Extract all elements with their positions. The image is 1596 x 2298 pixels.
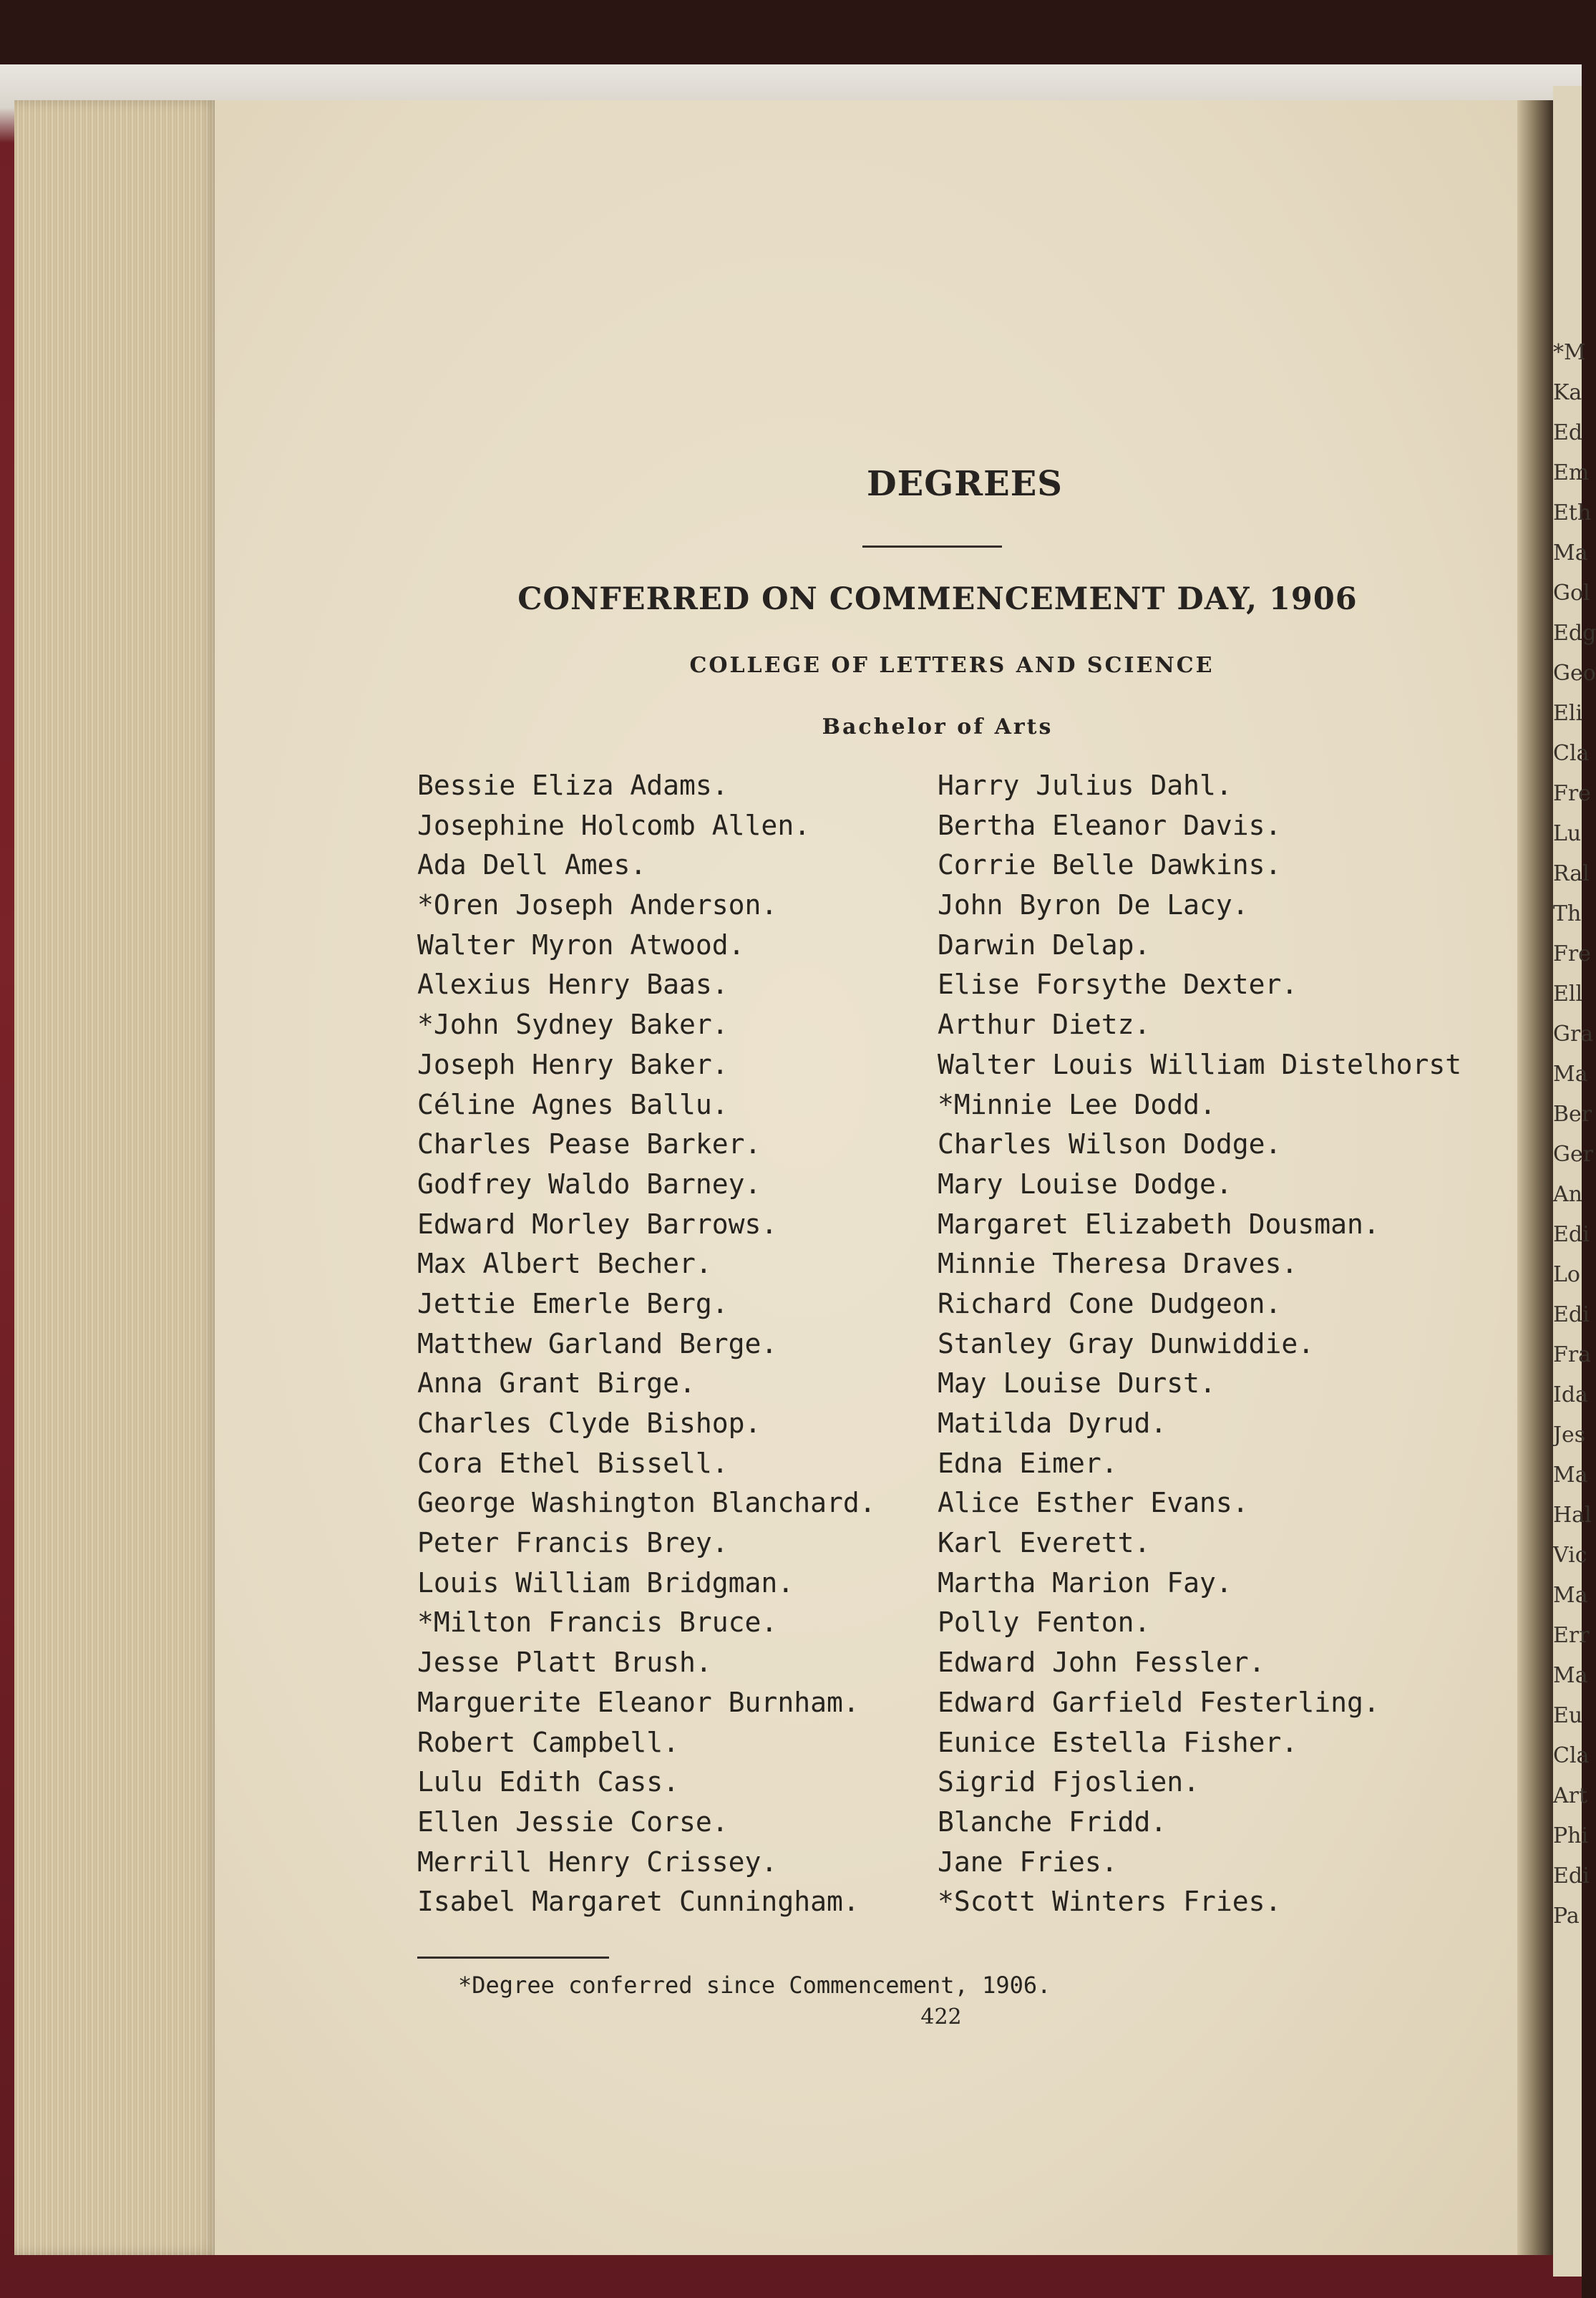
next-page-fragment: Lu	[1553, 821, 1582, 846]
graduate-name: Edward Morley Barrows.	[417, 1208, 778, 1240]
graduate-name: Ada Dell Ames.	[417, 849, 647, 881]
next-page-fragment: An	[1553, 1182, 1582, 1207]
next-page-fragment: Fre	[1553, 941, 1591, 966]
next-page-fragment: Ell	[1553, 981, 1583, 1007]
next-page-fragment: Cla	[1553, 1743, 1590, 1768]
graduate-name: *Scott Winters Fries.	[938, 1886, 1282, 1918]
graduate-name: Jane Fries.	[938, 1846, 1118, 1878]
names-column-right	[938, 766, 1461, 1922]
next-page-fragment: Vic	[1553, 1543, 1587, 1568]
graduate-name: Walter Myron Atwood.	[417, 929, 745, 961]
graduate-name: Darwin Delap.	[938, 929, 1151, 961]
next-page-fragment: Ral	[1553, 861, 1590, 886]
graduate-name: Merrill Henry Crissey.	[417, 1846, 778, 1878]
graduate-name: Matilda Dyrud.	[938, 1407, 1167, 1439]
next-page-fragment: Ber	[1553, 1102, 1592, 1127]
graduate-name: Lulu Edith Cass.	[417, 1766, 680, 1798]
graduate-name: Anna Grant Birge.	[417, 1367, 696, 1400]
graduate-name: *Oren Joseph Anderson.	[417, 889, 778, 921]
names-column-left	[417, 766, 876, 1922]
graduate-name: Karl Everett.	[938, 1527, 1151, 1559]
graduate-name: Céline Agnes Ballu.	[417, 1088, 729, 1120]
graduate-name: Richard Cone Dudgeon.	[938, 1287, 1282, 1319]
graduate-name: Jettie Emerle Berg.	[417, 1287, 729, 1319]
next-page-fragment: Ka	[1553, 380, 1582, 405]
footnote: *Degree conferred since Commencement, 1906.	[458, 1972, 1051, 1999]
next-page-fragment: Art	[1553, 1783, 1588, 1808]
next-page-fragment: Pa	[1553, 1904, 1580, 1929]
graduate-name: Joseph Henry Baker.	[417, 1048, 729, 1080]
graduate-name: Bertha Eleanor Davis.	[938, 809, 1282, 841]
next-page-fragment: Ma	[1553, 1463, 1588, 1488]
graduate-name: Jesse Platt Brush.	[417, 1647, 712, 1679]
graduate-name: Stanley Gray Dunwiddie.	[938, 1327, 1315, 1359]
next-page-fragment: Eu	[1553, 1703, 1583, 1728]
graduate-name: Mary Louise Dodge.	[938, 1168, 1232, 1200]
graduate-name: Elise Forsythe Dexter.	[938, 969, 1298, 1001]
graduate-name: Eunice Estella Fisher.	[938, 1726, 1298, 1758]
graduate-name: Edward Garfield Festerling.	[938, 1686, 1380, 1718]
next-page-fragment: Cla	[1553, 741, 1590, 766]
graduate-name: Louis William Bridgman.	[417, 1566, 794, 1599]
graduate-name: May Louise Durst.	[938, 1367, 1216, 1400]
page-gutter	[1517, 100, 1553, 2255]
next-page-fragment: Edi	[1553, 1222, 1590, 1247]
graduate-name: Peter Francis Brey.	[417, 1527, 729, 1559]
next-page-fragment: Ed	[1553, 420, 1583, 445]
graduate-name: Charles Wilson Dodge.	[938, 1128, 1282, 1160]
graduate-name: Blanche Fridd.	[938, 1805, 1167, 1838]
graduate-name: Isabel Margaret Cunningham.	[417, 1886, 860, 1918]
page-number: 422	[920, 2004, 962, 2030]
next-page-fragment: Eth	[1553, 500, 1592, 525]
next-page-fragment: Err	[1553, 1623, 1590, 1648]
page-edges	[14, 100, 218, 2255]
page-title: DEGREES	[867, 464, 1063, 504]
next-page-fragment: Gra	[1553, 1022, 1594, 1047]
next-page-fragment: Edi	[1553, 1302, 1590, 1327]
graduate-name: Edward John Fessler.	[938, 1647, 1265, 1679]
next-page-fragment: Ida	[1553, 1382, 1588, 1407]
graduate-name: Robert Campbell.	[417, 1726, 680, 1758]
graduate-name: Marguerite Eleanor Burnham.	[417, 1686, 860, 1718]
graduate-name: Godfrey Waldo Barney.	[417, 1168, 761, 1200]
graduate-name: Alexius Henry Baas.	[417, 969, 729, 1001]
graduate-name: Bessie Eliza Adams.	[417, 770, 729, 801]
graduate-name: Minnie Theresa Draves.	[938, 1248, 1298, 1280]
graduate-name: Polly Fenton.	[938, 1606, 1151, 1639]
graduate-name: Josephine Holcomb Allen.	[417, 809, 811, 841]
graduate-name: Martha Marion Fay.	[938, 1566, 1232, 1599]
graduate-name: *Minnie Lee Dodd.	[938, 1088, 1216, 1120]
graduate-name: Max Albert Becher.	[417, 1248, 712, 1280]
graduate-name: Charles Pease Barker.	[417, 1128, 761, 1160]
graduate-name: Margaret Elizabeth Dousman.	[938, 1208, 1380, 1240]
graduate-name: Harry Julius Dahl.	[938, 770, 1232, 801]
next-page-fragment: Edi	[1553, 1863, 1590, 1889]
next-page-fragment: Fre	[1553, 781, 1591, 806]
next-page-fragment: Hal	[1553, 1503, 1592, 1528]
next-page-fragment: Ma	[1553, 1663, 1588, 1688]
next-page-fragment: Edg	[1553, 621, 1596, 646]
graduate-name: *John Sydney Baker.	[417, 1009, 729, 1041]
next-page-fragment: Fra	[1553, 1342, 1592, 1367]
title-divider	[862, 546, 1002, 548]
college-heading: COLLEGE OF LETTERS AND SCIENCE	[689, 653, 1215, 678]
graduate-name: Alice Esther Evans.	[938, 1487, 1249, 1519]
next-page-fragment: Em	[1553, 460, 1590, 485]
next-page-edge	[1553, 86, 1596, 2277]
footnote-divider	[417, 1957, 609, 1959]
next-page-fragment: Ma	[1553, 1062, 1588, 1087]
next-page-fragment: Ger	[1553, 1142, 1594, 1167]
graduate-name: John Byron De Lacy.	[938, 889, 1249, 921]
next-page-fragment: Gol	[1553, 581, 1590, 606]
graduate-name: Edna Eimer.	[938, 1447, 1118, 1479]
next-page-fragment: Th	[1553, 901, 1582, 926]
graduate-name: *Milton Francis Bruce.	[417, 1606, 778, 1639]
next-page-fragment: Phi	[1553, 1823, 1589, 1848]
degree-heading: Bachelor of Arts	[822, 714, 1054, 740]
next-page-fragment: Lo	[1553, 1262, 1580, 1287]
graduate-name: Matthew Garland Berge.	[417, 1327, 778, 1359]
graduate-name: Corrie Belle Dawkins.	[938, 849, 1282, 881]
graduate-name: Charles Clyde Bishop.	[417, 1407, 761, 1439]
next-page-fragment: Jes	[1553, 1422, 1586, 1448]
next-page-fragment: Geo	[1553, 661, 1596, 686]
next-page-fragment: Ma	[1553, 540, 1588, 566]
page-subtitle: CONFERRED ON COMMENCEMENT DAY, 1906	[517, 581, 1358, 617]
graduate-name: George Washington Blanchard.	[417, 1487, 876, 1519]
next-page-fragment: *M	[1553, 340, 1586, 365]
graduate-name: Walter Louis William Distelhorst	[938, 1048, 1462, 1080]
graduate-name: Cora Ethel Bissell.	[417, 1447, 729, 1479]
graduate-name: Sigrid Fjoslien.	[938, 1766, 1200, 1798]
next-page-fragment: Ma	[1553, 1583, 1588, 1608]
next-page-fragment: Eli	[1553, 701, 1583, 726]
graduate-name: Arthur Dietz.	[938, 1009, 1151, 1041]
graduate-name: Ellen Jessie Corse.	[417, 1805, 729, 1838]
